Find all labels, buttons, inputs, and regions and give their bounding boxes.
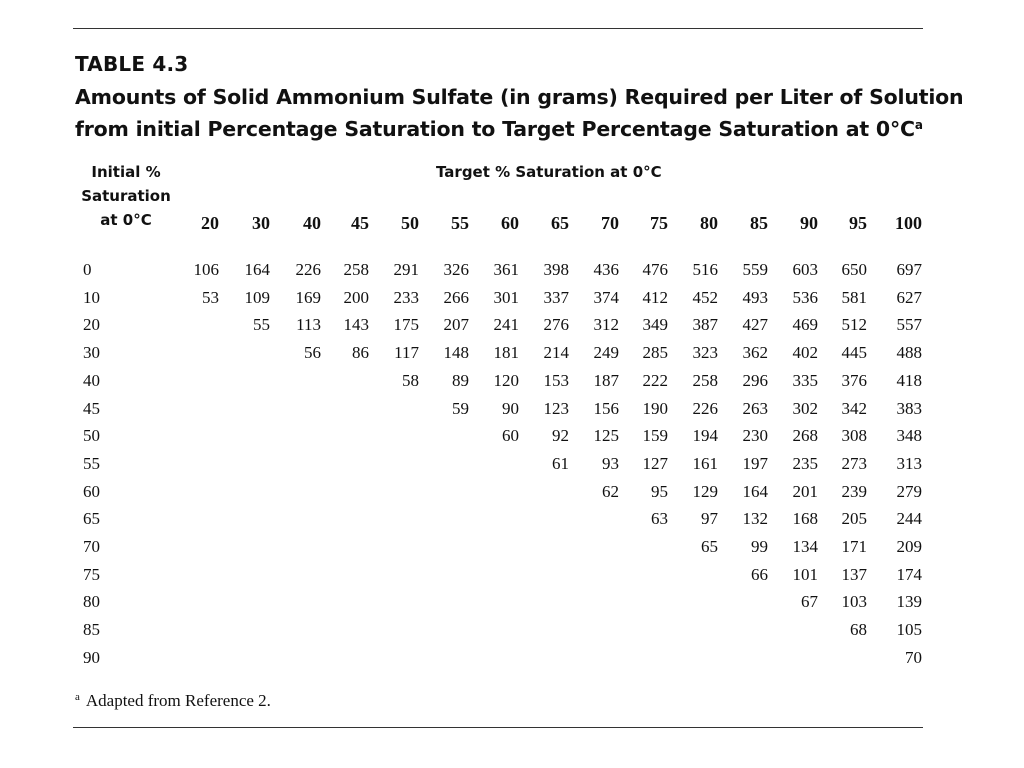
row-label: 80 bbox=[83, 592, 100, 611]
caption-line-1: Amounts of Solid Ammonium Sulfate (in grams) Required per Liter of Solution bbox=[75, 85, 964, 109]
table-cell: 105 bbox=[896, 620, 922, 639]
column-header: 60 bbox=[501, 213, 519, 233]
row-header-line-2: Saturation bbox=[81, 187, 171, 205]
table-cell: 279 bbox=[896, 482, 922, 501]
table-cell: 516 bbox=[692, 260, 718, 279]
top-rule bbox=[73, 28, 923, 29]
table-cell: 156 bbox=[593, 399, 619, 418]
table-cell: 164 bbox=[742, 482, 768, 501]
table-cell: 109 bbox=[244, 288, 270, 307]
table-cell: 106 bbox=[193, 260, 219, 279]
table-cell: 296 bbox=[742, 371, 768, 390]
table-cell: 161 bbox=[692, 454, 718, 473]
table-cell: 103 bbox=[841, 592, 867, 611]
column-header: 80 bbox=[700, 213, 718, 233]
table-cell: 445 bbox=[841, 343, 867, 362]
table-cell: 137 bbox=[841, 565, 867, 584]
table-cell: 55 bbox=[253, 315, 270, 334]
column-header: 75 bbox=[650, 213, 668, 233]
table-cell: 476 bbox=[642, 260, 668, 279]
row-label: 45 bbox=[83, 399, 100, 418]
table-cell: 86 bbox=[352, 343, 369, 362]
table-cell: 159 bbox=[642, 426, 668, 445]
table-cell: 127 bbox=[642, 454, 668, 473]
column-group-header: Target % Saturation at 0°C bbox=[436, 163, 662, 181]
table-cell: 123 bbox=[543, 399, 569, 418]
table-cell: 171 bbox=[841, 537, 867, 556]
table-cell: 62 bbox=[602, 482, 619, 501]
row-label: 70 bbox=[83, 537, 100, 556]
row-label: 60 bbox=[83, 482, 100, 501]
table-cell: 263 bbox=[742, 399, 768, 418]
table-cell: 53 bbox=[202, 288, 219, 307]
table-cell: 194 bbox=[692, 426, 718, 445]
row-label: 55 bbox=[83, 454, 100, 473]
footnote-text: Adapted from Reference 2. bbox=[85, 691, 271, 710]
row-label: 0 bbox=[83, 260, 92, 279]
table-cell: 312 bbox=[593, 315, 619, 334]
row-label: 40 bbox=[83, 371, 100, 390]
table-cell: 61 bbox=[552, 454, 569, 473]
column-header: 30 bbox=[252, 213, 270, 233]
row-label: 65 bbox=[83, 509, 100, 528]
table-cell: 249 bbox=[593, 343, 619, 362]
table-cell: 120 bbox=[493, 371, 519, 390]
table-cell: 190 bbox=[642, 399, 668, 418]
table-cell: 205 bbox=[841, 509, 867, 528]
table-cell: 235 bbox=[792, 454, 818, 473]
table-cell: 230 bbox=[742, 426, 768, 445]
table-cell: 697 bbox=[896, 260, 922, 279]
table-cell: 559 bbox=[742, 260, 768, 279]
table-cell: 348 bbox=[896, 426, 922, 445]
table-cell: 387 bbox=[692, 315, 718, 334]
table-cell: 239 bbox=[841, 482, 867, 501]
table-cell: 302 bbox=[792, 399, 818, 418]
table-cell: 59 bbox=[452, 399, 469, 418]
row-label: 50 bbox=[83, 426, 100, 445]
column-header: 55 bbox=[451, 213, 469, 233]
row-header-line-1: Initial % bbox=[91, 163, 161, 181]
table-cell: 488 bbox=[896, 343, 922, 362]
table-cell: 244 bbox=[896, 509, 922, 528]
table-cell: 67 bbox=[801, 592, 818, 611]
table-cell: 581 bbox=[841, 288, 867, 307]
column-header: 40 bbox=[303, 213, 321, 233]
column-header: 95 bbox=[849, 213, 867, 233]
table-cell: 383 bbox=[896, 399, 922, 418]
table-cell: 222 bbox=[642, 371, 668, 390]
table-cell: 418 bbox=[896, 371, 922, 390]
table-cell: 101 bbox=[792, 565, 818, 584]
table-cell: 374 bbox=[593, 288, 619, 307]
column-header: 65 bbox=[551, 213, 569, 233]
table-cell: 469 bbox=[792, 315, 818, 334]
table-cell: 125 bbox=[593, 426, 619, 445]
column-header: 50 bbox=[401, 213, 419, 233]
column-header: 85 bbox=[750, 213, 768, 233]
row-label: 20 bbox=[83, 315, 100, 334]
table-cell: 209 bbox=[896, 537, 922, 556]
table-cell: 362 bbox=[742, 343, 768, 362]
table-cell: 129 bbox=[692, 482, 718, 501]
table-cell: 335 bbox=[792, 371, 818, 390]
table-cell: 92 bbox=[552, 426, 569, 445]
table-cell: 139 bbox=[896, 592, 922, 611]
table-cell: 153 bbox=[543, 371, 569, 390]
footnote-marker: a bbox=[75, 691, 80, 703]
table-cell: 174 bbox=[896, 565, 922, 584]
table-cell: 427 bbox=[742, 315, 768, 334]
table-cell: 268 bbox=[792, 426, 818, 445]
table-cell: 68 bbox=[850, 620, 867, 639]
table-cell: 169 bbox=[295, 288, 321, 307]
table-cell: 276 bbox=[543, 315, 569, 334]
table-caption bbox=[75, 81, 964, 145]
table-cell: 70 bbox=[905, 648, 922, 667]
table-cell: 181 bbox=[493, 343, 519, 362]
bottom-rule bbox=[73, 727, 923, 728]
table-cell: 493 bbox=[742, 288, 768, 307]
table-cell: 627 bbox=[896, 288, 922, 307]
table-cell: 56 bbox=[304, 343, 321, 362]
table-cell: 89 bbox=[452, 371, 469, 390]
table-cell: 323 bbox=[692, 343, 718, 362]
table-cell: 273 bbox=[841, 454, 867, 473]
table-cell: 301 bbox=[493, 288, 519, 307]
table-cell: 226 bbox=[692, 399, 718, 418]
table-cell: 95 bbox=[651, 482, 668, 501]
table-cell: 200 bbox=[343, 288, 369, 307]
row-label: 30 bbox=[83, 343, 100, 362]
table-cell: 233 bbox=[393, 288, 419, 307]
row-label: 90 bbox=[83, 648, 100, 667]
row-label: 75 bbox=[83, 565, 100, 584]
column-header: 100 bbox=[895, 213, 922, 233]
table-cell: 512 bbox=[841, 315, 867, 334]
table-cell: 207 bbox=[443, 315, 469, 334]
row-label: 10 bbox=[83, 288, 100, 307]
table-cell: 143 bbox=[343, 315, 369, 334]
table-cell: 134 bbox=[792, 537, 818, 556]
table-cell: 60 bbox=[502, 426, 519, 445]
table-cell: 241 bbox=[493, 315, 519, 334]
table-cell: 342 bbox=[841, 399, 867, 418]
table-cell: 168 bbox=[792, 509, 818, 528]
table-cell: 175 bbox=[393, 315, 419, 334]
table-cell: 398 bbox=[543, 260, 569, 279]
column-header: 20 bbox=[201, 213, 219, 233]
table-cell: 164 bbox=[244, 260, 270, 279]
table-cell: 214 bbox=[543, 343, 569, 362]
table-cell: 266 bbox=[443, 288, 469, 307]
table-cell: 187 bbox=[593, 371, 619, 390]
table-cell: 197 bbox=[742, 454, 768, 473]
table-cell: 201 bbox=[792, 482, 818, 501]
table-cell: 603 bbox=[792, 260, 818, 279]
table-cell: 132 bbox=[742, 509, 768, 528]
table-cell: 90 bbox=[502, 399, 519, 418]
table-cell: 66 bbox=[751, 565, 768, 584]
table-cell: 258 bbox=[692, 371, 718, 390]
column-header: 90 bbox=[800, 213, 818, 233]
table-cell: 557 bbox=[896, 315, 922, 334]
table-cell: 226 bbox=[295, 260, 321, 279]
table-cell: 412 bbox=[642, 288, 668, 307]
table-cell: 97 bbox=[701, 509, 718, 528]
table-cell: 308 bbox=[841, 426, 867, 445]
table-number: TABLE 4.3 bbox=[75, 52, 189, 76]
table-cell: 285 bbox=[642, 343, 668, 362]
table-cell: 376 bbox=[841, 371, 867, 390]
table-cell: 148 bbox=[443, 343, 469, 362]
table-cell: 436 bbox=[593, 260, 619, 279]
caption-footnote-marker: a bbox=[914, 118, 923, 132]
table-cell: 291 bbox=[393, 260, 419, 279]
table-cell: 313 bbox=[896, 454, 922, 473]
row-header-line-3: at 0°C bbox=[100, 211, 152, 229]
table-cell: 63 bbox=[651, 509, 668, 528]
row-label: 85 bbox=[83, 620, 100, 639]
table-cell: 402 bbox=[792, 343, 818, 362]
table-cell: 650 bbox=[841, 260, 867, 279]
table-cell: 361 bbox=[493, 260, 519, 279]
column-header: 70 bbox=[601, 213, 619, 233]
table-cell: 99 bbox=[751, 537, 768, 556]
column-header: 45 bbox=[351, 213, 369, 233]
row-header bbox=[66, 160, 186, 232]
table-cell: 349 bbox=[642, 315, 668, 334]
table-cell: 337 bbox=[543, 288, 569, 307]
table-cell: 65 bbox=[701, 537, 718, 556]
table-cell: 93 bbox=[602, 454, 619, 473]
table-cell: 113 bbox=[296, 315, 321, 334]
table-cell: 536 bbox=[792, 288, 818, 307]
table-cell: 117 bbox=[394, 343, 419, 362]
footnote bbox=[75, 690, 271, 712]
table-cell: 452 bbox=[692, 288, 718, 307]
table-cell: 326 bbox=[443, 260, 469, 279]
table-cell: 58 bbox=[402, 371, 419, 390]
caption-line-2 bbox=[75, 113, 935, 145]
table-cell: 258 bbox=[343, 260, 369, 279]
caption-line-2-text: from initial Percentage Saturation to Target Percentage Saturation at 0°C bbox=[75, 117, 915, 141]
